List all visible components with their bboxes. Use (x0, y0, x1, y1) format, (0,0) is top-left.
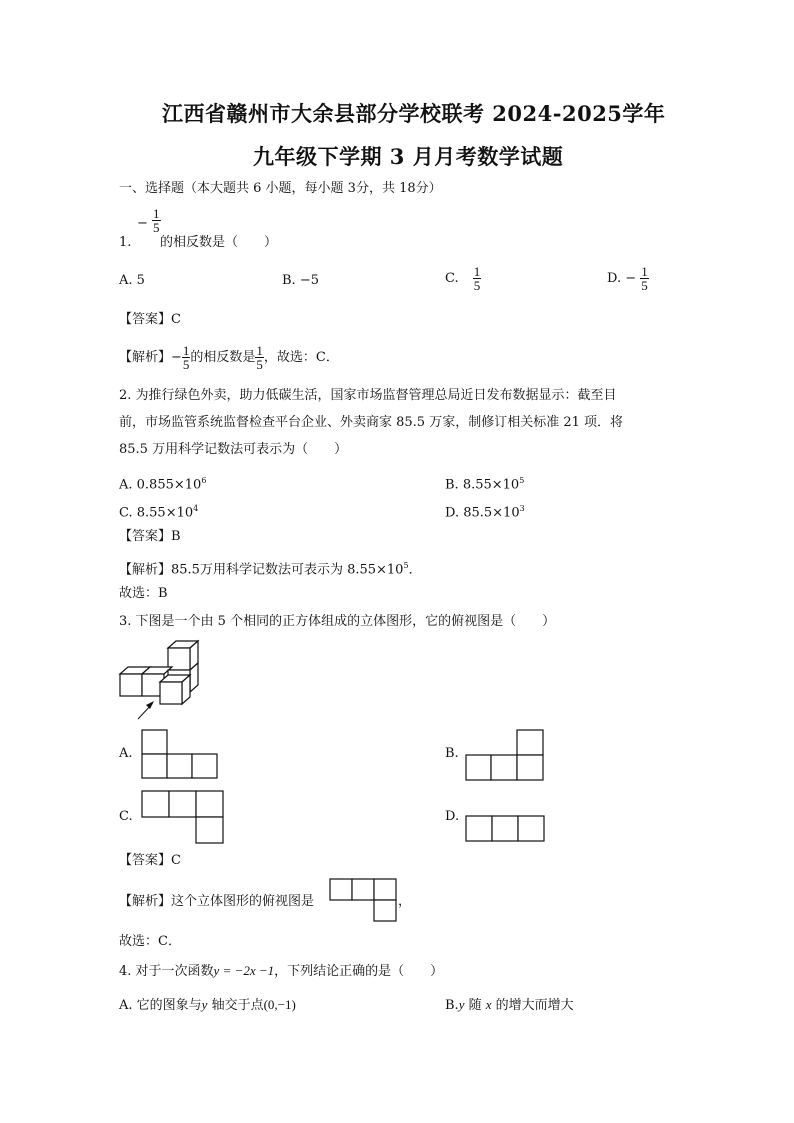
q4-stem (119, 962, 443, 981)
q1-option-c-label: C. (445, 271, 459, 286)
q2-stem-line-1: 2. 为推行绿色外卖，助力低碳生活，国家市场监督管理总局近日发布数据显示：截至目 (119, 388, 617, 403)
q3-analysis-end: ， (398, 894, 412, 909)
q1-option-c-num: 1 (473, 264, 481, 279)
q3-option-b-figure (465, 729, 545, 781)
q2-analysis-exp: 5 (403, 561, 409, 570)
q1-analysis-end: ，故选：C． (263, 350, 339, 365)
q3-option-c-label: C. (119, 809, 133, 824)
q1-option-d (607, 265, 649, 292)
q4-option-a-var: y (201, 997, 208, 1012)
q2-stem-line-3: 85.5 万用科学记数法可表示为（ ） (119, 442, 348, 457)
q1-analysis-frac2 (255, 344, 264, 371)
q1-analysis-prefix: 【解析】− (119, 350, 182, 365)
q2-analysis-end: ． (408, 562, 422, 578)
q3-conclusion: 故选：C． (119, 934, 181, 949)
q1-answer: 【答案】C (119, 312, 181, 327)
q2-option-b-text: B. 8.55×10 (445, 477, 520, 493)
q1-stem-fraction (137, 206, 161, 237)
q2-stem-line-2: 前，市场监管系统监督检查平台企业、外卖商家 85.5 万家，制修订相关标准 21 项．将 (119, 415, 624, 430)
q4-stem-suffix: ，下列结论正确的是（ ） (274, 964, 444, 979)
q2-option-d (445, 500, 525, 522)
q4-option-a-mid: 轴交于点 (207, 998, 264, 1013)
q1-analysis-den2: 5 (256, 357, 263, 372)
q3-option-a-label: A. (119, 746, 133, 761)
q4-stem-prefix: 4. 对于一次函数 (119, 964, 214, 979)
q2-option-d-exp: 3 (519, 504, 525, 513)
section-heading: 一、选择题（本大题共 6 小题，每小题 3分，共 18分） (119, 181, 442, 196)
q3-option-a-figure (141, 729, 219, 779)
q3-option-d-label: D. (445, 809, 460, 824)
q4-option-b-end: 的增大而增大 (491, 998, 574, 1013)
q3-analysis-prefix: 【解析】这个立体图形的俯视图是 (119, 894, 315, 909)
q1-neg-sign: − (137, 216, 148, 231)
q1-option-a: A. 5 (119, 273, 145, 288)
q4-option-a-point: (0,−1) (263, 997, 296, 1012)
q1-option-d-num: 1 (641, 264, 648, 279)
q2-option-a-exp: 6 (201, 476, 207, 485)
q1-option-d-fraction (640, 265, 649, 292)
q4-option-b-mid: 随 (464, 998, 486, 1013)
q1-analysis (119, 344, 339, 371)
q1-frac-num: 1 (153, 206, 160, 221)
q3-option-d-figure (465, 815, 545, 843)
q2-option-a-text: A. 0.855×10 (119, 477, 202, 493)
q2-option-c-exp: 4 (193, 504, 199, 513)
q3-option-c-figure (141, 790, 224, 845)
q3-option-b-label: B. (445, 746, 459, 761)
q3-analysis-figure (329, 878, 399, 924)
q1-option-d-label: D. − (607, 271, 637, 286)
q4-option-b-y: y (458, 997, 465, 1012)
title-line-2: 九年级下学期 3 月月考数学试题 (253, 144, 564, 169)
q1-frac-den: 5 (153, 220, 160, 235)
q3-answer: 【答案】C (119, 853, 181, 868)
q3-cube-figure (118, 638, 208, 720)
q4-option-a (119, 996, 296, 1015)
q4-option-b-prefix: B. (445, 998, 459, 1013)
q1-analysis-num1: 1 (182, 343, 190, 358)
q2-analysis-text: 【解析】85.5万用科学记数法可表示为 8.55×10 (119, 562, 404, 578)
q1-option-c-den: 5 (473, 278, 481, 293)
q2-option-b-exp: 5 (519, 476, 525, 485)
q1-stem-suffix: 的相反数是（ ） (160, 235, 278, 250)
q4-option-b-x: x (485, 997, 492, 1012)
q2-analysis (119, 557, 422, 579)
title-line-1: 江西省赣州市大余县部分学校联考 2024-2025学年 (162, 101, 666, 126)
q1-analysis-den1: 5 (182, 357, 190, 372)
q1-option-d-den: 5 (641, 278, 648, 293)
q1-option-c-fraction (473, 265, 482, 292)
q1-fraction (152, 207, 161, 234)
q4-equation: y = −2x −1 (213, 963, 275, 978)
q3-stem: 3. 下图是一个由 5 个相同的正方体组成的立体图形，它的俯视图是（ ） (119, 614, 556, 629)
q2-answer: 【答案】B (119, 529, 181, 544)
q1-option-b: B. −5 (282, 273, 319, 288)
q1-analysis-num2: 1 (256, 343, 263, 358)
q4-option-a-prefix: A. 它的图象与 (119, 998, 202, 1013)
q2-option-d-text: D. 85.5×10 (445, 505, 520, 521)
q2-conclusion: 故选：B (119, 586, 168, 601)
q2-option-c (119, 500, 198, 522)
q2-option-c-text: C. 8.55×10 (119, 505, 194, 521)
q2-option-b (445, 472, 524, 494)
q1-number: 1. (119, 235, 132, 250)
q1-analysis-mid: 的相反数是 (190, 350, 256, 365)
q4-option-b (445, 996, 574, 1015)
q2-option-a (119, 472, 206, 494)
q1-option-c (445, 265, 481, 292)
